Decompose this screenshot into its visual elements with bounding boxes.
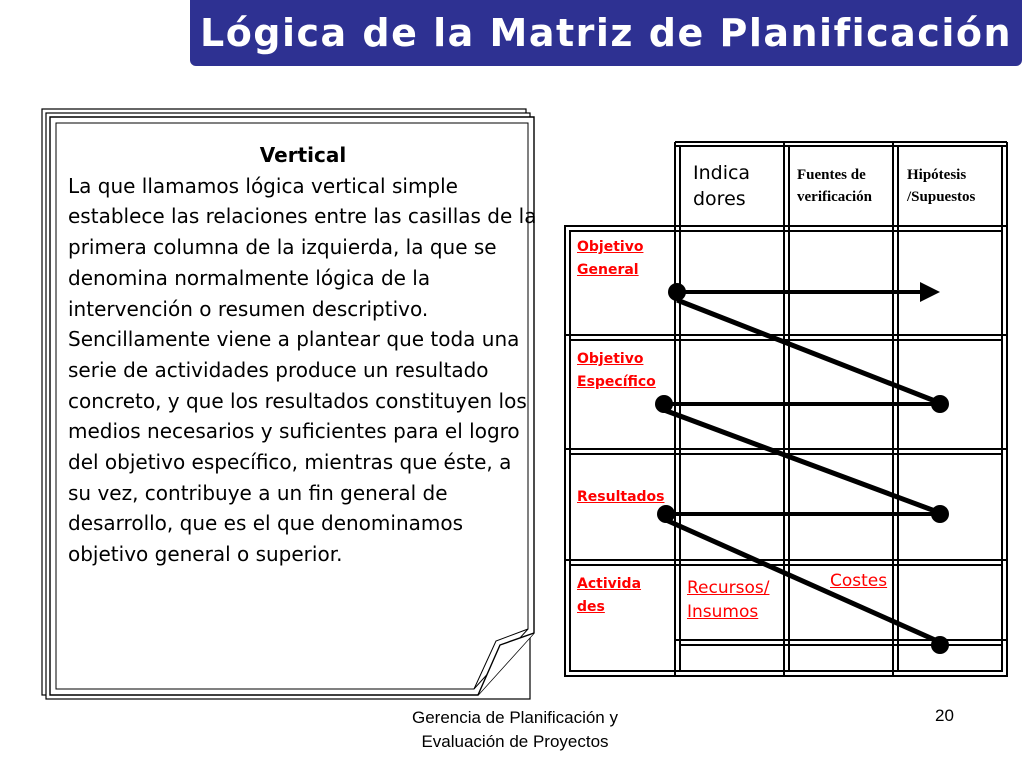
dot-especifico-right [931, 395, 949, 413]
note-heading: Vertical [259, 143, 347, 167]
dot-actividades-right [931, 636, 949, 654]
row-label-resultados: Resultados [577, 489, 665, 505]
arrowhead-top [920, 282, 940, 302]
col-header-hipotesis: Hipótesis /Supuestos [907, 167, 976, 205]
footer-text: Gerencia de Planificación y Evaluación de Proyectos [411, 708, 618, 751]
arrow-diag-1 [677, 300, 935, 401]
slide-title: Lógica de la Matriz de Planificación [199, 11, 1012, 55]
page-number: 20 [935, 706, 954, 725]
note-content [68, 140, 540, 570]
row-label-actividades: Activida des [577, 576, 642, 615]
note-body: La que llamamos lógica vertical simple establece las relaciones entre las casillas de la primera columna de la izquierda, la que se denomina normalmente lógica de la intervención o resumen descriptivo. Sencillamente viene a plantear que toda una serie de actividades produce un resultado concreto, y que los resultados constituyen los medios necesarios y suficientes para el logro del objetivo específico, mientras que éste, a su vez, contribuye a un fin general de desarrollo, que es el que denominamos objetivo general o superior. [68, 173, 537, 567]
dot-general [668, 283, 686, 301]
arrow-diag-2 [664, 410, 935, 511]
col-header-indicadores: Indica dores [693, 162, 751, 210]
col-header-fuentes: Fuentes de verificación [797, 167, 872, 205]
recursos-insumos-label: Recursos/ Insumos [687, 578, 770, 622]
row-label-objetivo-general: Objetivo General [577, 239, 644, 278]
costes-label: Costes [830, 571, 888, 591]
dot-resultados-right [931, 505, 949, 523]
row-label-objetivo-especifico: Objetivo Específico [577, 351, 656, 390]
